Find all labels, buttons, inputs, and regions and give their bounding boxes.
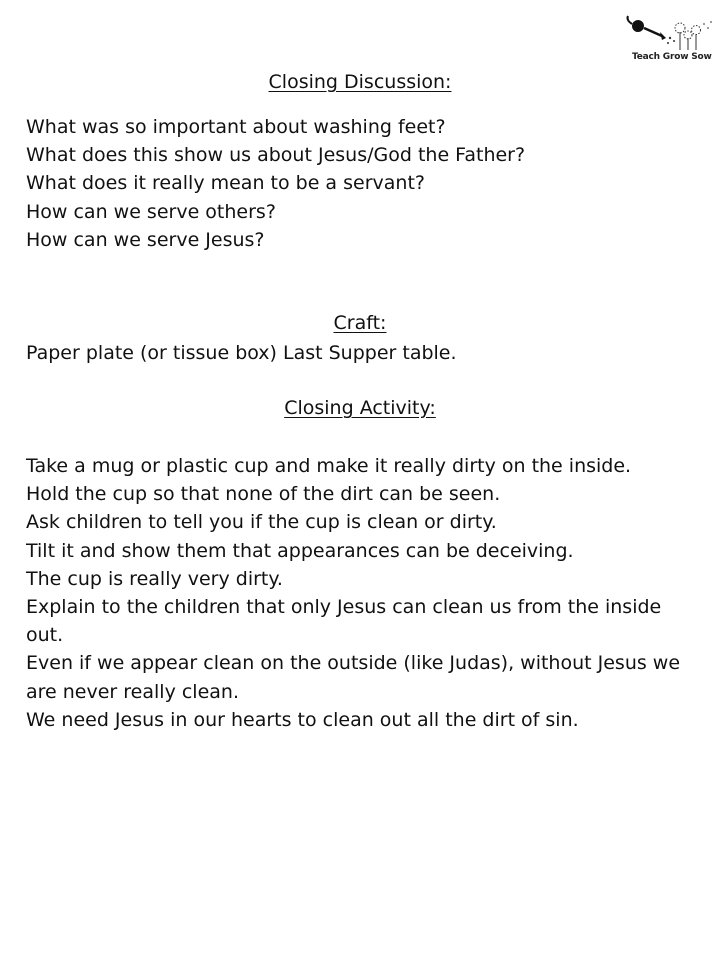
craft-heading: Craft: [333, 312, 387, 334]
question-line: How can we serve Jesus? [26, 228, 265, 251]
activity-line: Even if we appear clean on the outside (like Judas), without Jesus we [26, 652, 681, 675]
activity-line: Ask children to tell you if the cup is clean or dirty. [26, 511, 497, 534]
teach-grow-sow-logo [624, 14, 716, 66]
closing-activity-heading: Closing Activity: [284, 397, 436, 419]
activity-line: We need Jesus in our hearts to clean out all the dirt of sin. [26, 708, 579, 731]
question-line: How can we serve others? [26, 200, 276, 223]
closing-activity-steps [26, 452, 706, 734]
activity-line: The cup is really very dirty. [26, 567, 283, 590]
activity-line: are never really clean. [26, 680, 239, 703]
logo-text: Teach Grow Sow [632, 52, 712, 62]
question-line: What does it really mean to be a servant? [26, 172, 425, 195]
closing-discussion-questions [26, 113, 706, 254]
activity-line: out. [26, 624, 64, 647]
activity-line: Explain to the children that only Jesus can clean us from the inside [26, 596, 662, 619]
watering-can-dandelion-icon [624, 14, 716, 54]
closing-discussion-heading: Closing Discussion: [268, 71, 452, 93]
craft-text: Paper plate (or tissue box) Last Supper table. [26, 342, 457, 364]
activity-line: Hold the cup so that none of the dirt can be seen. [26, 483, 501, 506]
activity-line: Tilt it and show them that appearances can be deceiving. [26, 539, 574, 562]
question-line: What was so important about washing feet? [26, 116, 446, 138]
activity-line: Take a mug or plastic cup and make it really dirty on the inside. [26, 455, 632, 477]
question-line: What does this show us about Jesus/God the Father? [26, 144, 526, 167]
craft-text-block [26, 339, 706, 367]
